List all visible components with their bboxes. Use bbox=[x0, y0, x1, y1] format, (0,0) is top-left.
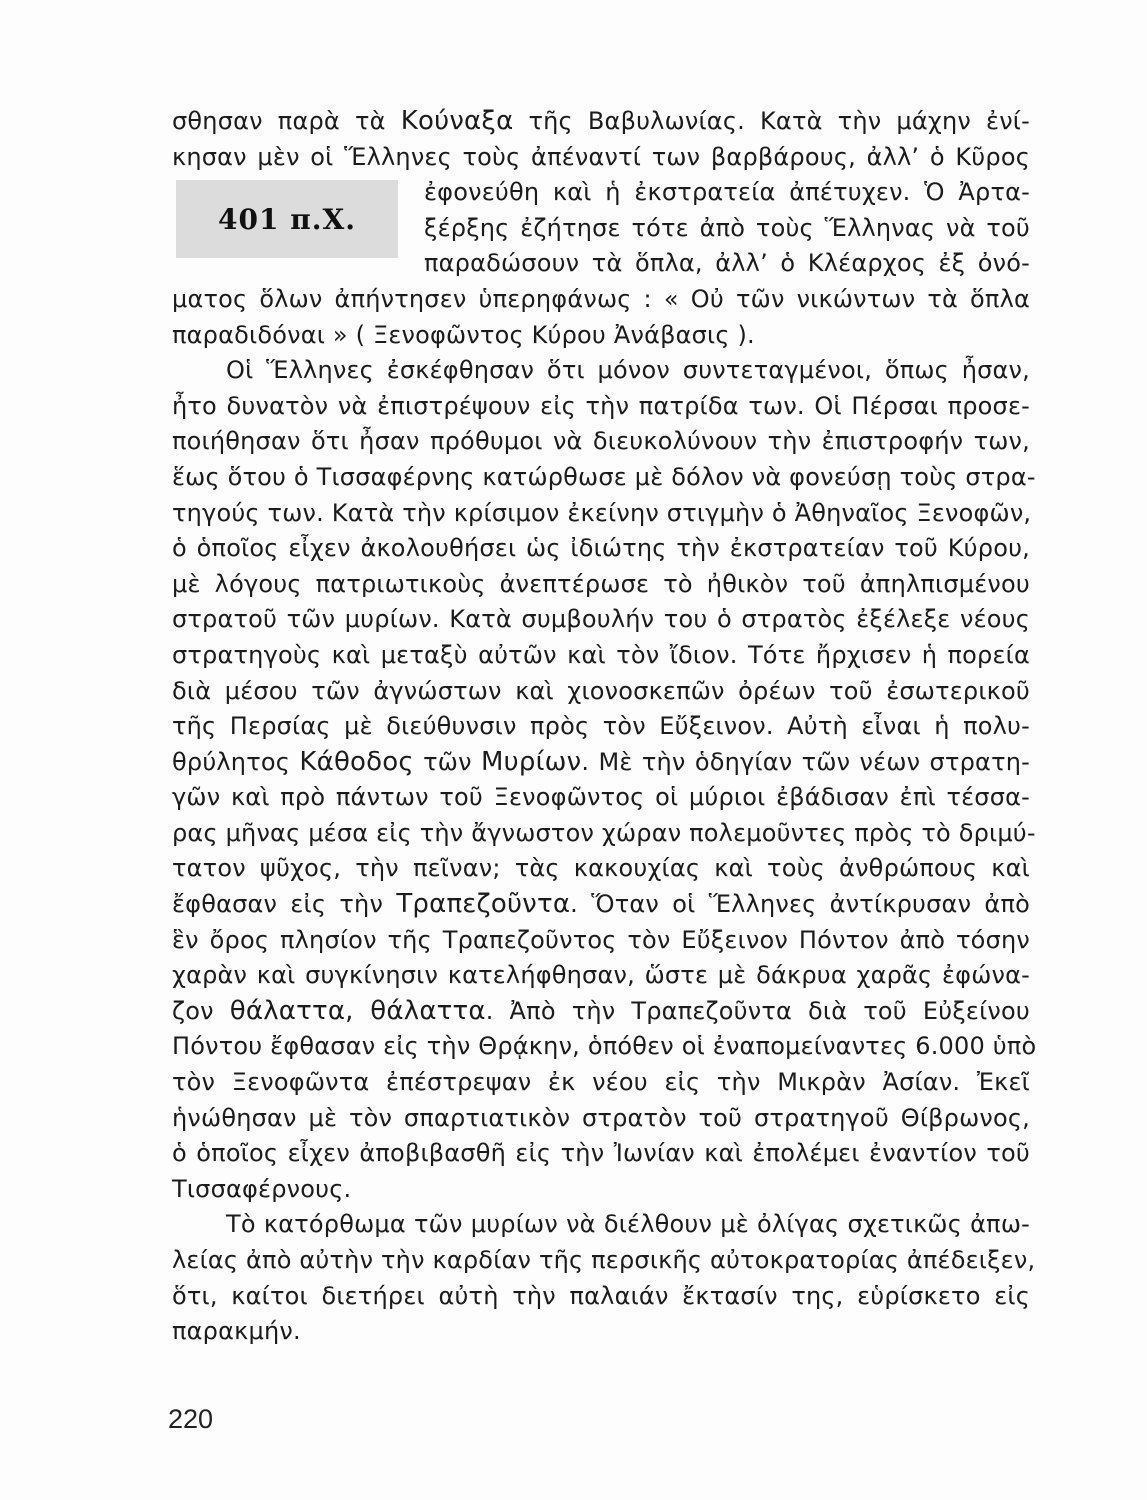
text-line: τῆς Περσίας μὲ διεύθυνσιν πρὸς τὸν Εὔξεινον. Αὐτὴ εἶναι ἡ πολυ- bbox=[172, 712, 1030, 741]
text-line: στρατηγοὺς καὶ μεταξὺ αὐτῶν καὶ τὸν ἴδιον. Τότε ἤρχισεν ἡ πορεία bbox=[172, 640, 1030, 669]
text-line: παραδώσουν τὰ ὅπλα, ἀλλ’ ὁ Κλέαρχος ἐξ ὀνό- bbox=[424, 249, 1030, 278]
text-line: τηγούς των. Κατὰ τὴν κρίσιμον ἐκείνην στιγμὴν ὁ Ἀθηναῖος Ξενοφῶν, bbox=[172, 498, 1032, 527]
text-line: ποιήθησαν ὅτι ἦσαν πρόθυμοι νὰ διευκολύνουν τὴν ἐπιστροφήν των, bbox=[172, 427, 1030, 456]
text-line: διὰ μέσου τῶν ἀγνώστων καὶ χιονοσκεπῶν ὀρέων τοῦ ἐσωτερικοῦ bbox=[172, 676, 1030, 705]
place-name-kounaxa: Κούναξα bbox=[400, 106, 514, 136]
text-line: Οἱ Ἕλληνες ἐσκέφθησαν ὅτι μόνον συντεταγμένοι, ὅπως ἦσαν, bbox=[226, 356, 1030, 385]
text-line: ἓν ὄρος πλησίον τῆς Τραπεζοῦντος τὸν Εὔξεινον Πόντον ἀπὸ τόσην bbox=[172, 925, 1030, 954]
text-line: λείας ἀπὸ αὐτὴν τὴν καρδίαν τῆς περσικῆς αὐτοκρατορίας ἀπέδειξεν, bbox=[172, 1246, 1036, 1274]
text-line: ματος ὅλων ἀπήντησεν ὑπερηφάνως : « Οὐ τῶν νικώντων τὰ ὅπλα bbox=[172, 284, 1030, 313]
text-line: Τὸ κατόρθωμα τῶν μυρίων νὰ διέλθουν μὲ ὀλίγας σχετικῶς ἀπω- bbox=[226, 1210, 1030, 1239]
text-line: ὅτι, καίτοι διετήρει αὐτὴ τὴν παλαιάν ἔκτασίν της, εὑρίσκετο εἰς bbox=[172, 1281, 1030, 1310]
margin-date-label: 401 π.Χ. bbox=[218, 202, 356, 236]
text-line: Τισσαφέρνους. bbox=[172, 1174, 352, 1203]
text-line: ρας μῆνας μέσα εἰς τὴν ἄγνωστον χώραν πολεμοῦντες πρὸς τὸ δριμύ- bbox=[172, 818, 1036, 847]
text-line: ξέρξης ἐζήτησε τότε ἀπὸ τοὺς Ἕλληνας νὰ τοῦ bbox=[424, 213, 1030, 242]
text-line: τατον ψῦχος, τὴν πεῖναν; τὰς κακουχίας καὶ τοὺς ἀνθρώπους καὶ bbox=[172, 854, 1030, 883]
text-line: κησαν μὲν οἱ Ἕλληνες τοὺς ἀπέναντί των βαρβάρους, ἀλλ’ ὁ Κῦρος bbox=[172, 142, 1030, 171]
text-line: ζον θάλαττα, θάλαττα. Ἀπὸ τὴν Τραπεζοῦντα διὰ τοῦ Εὐξείνου bbox=[172, 995, 1031, 1026]
text-line: ἦτο δυνατὸν νὰ ἐπιστρέψουν εἰς τὴν πατρίδα των. Οἱ Πέρσαι προσε- bbox=[172, 391, 1030, 420]
term-kathodos: Κάθοδος bbox=[299, 746, 414, 777]
text-line: παρακμήν. bbox=[172, 1317, 301, 1346]
text-line: χαρὰν καὶ συγκίνησιν κατελήφθησαν, ὥστε μὲ δάκρυα χαρᾶς ἐφώνα- bbox=[172, 961, 1030, 990]
term-thalatta: θάλαττα, θάλαττα bbox=[229, 995, 486, 1026]
page-number: 220 bbox=[168, 1404, 214, 1434]
text-line: γῶν καὶ πρὸ πάντων τοῦ Ξενοφῶντος οἱ μύριοι ἐβάδισαν ἐπὶ τέσσα- bbox=[172, 783, 1030, 812]
text-line: ὁ ὁποῖος εἶχεν ἀποβιβασθῆ εἰς τὴν Ἰωνίαν καὶ ἐπολέμει ἐναντίον τοῦ bbox=[172, 1139, 1030, 1168]
text-line: ἐφονεύθη καὶ ἡ ἐκστρατεία ἀπέτυχεν. Ὁ Ἀρτα- bbox=[424, 178, 1030, 207]
text-line: ὁ ὁποῖος εἶχεν ἀκολουθήσει ὡς ἰδιώτης τὴν ἐκστρατείαν τοῦ Κύρου, bbox=[172, 534, 1030, 563]
text-line: τὸν Ξενοφῶντα ἐπέστρεψαν ἐκ νέου εἰς τὴν Μικρὰν Ἀσίαν. Ἐκεῖ bbox=[172, 1068, 1030, 1097]
text-line: ἡνώθησαν μὲ τὸν σπαρτιατικὸν στρατὸν τοῦ στρατηγοῦ Θίβρωνος, bbox=[172, 1103, 1030, 1132]
body-text bbox=[172, 104, 1037, 1350]
text-line: ἕως ὅτου ὁ Τισσαφέρνης κατώρθωσε μὲ δόλον νὰ φονεύσῃ τοὺς στρα- bbox=[172, 462, 1036, 491]
text-line: ἔφθασαν εἰς τὴν Τραπεζοῦντα. Ὅταν οἱ Ἕλληνες ἀντίκρυσαν ἀπὸ bbox=[172, 889, 1030, 920]
text-line: Πόντου ἔφθασαν εἰς τὴν Θρᾴκην, ὁπόθεν οἱ ἐναπομείναντες 6.000 ὑπὸ bbox=[172, 1032, 1037, 1061]
text-line: παραδιδόναι » ( Ξενοφῶντος Κύρου Ἀνάβασις ). bbox=[172, 320, 755, 349]
text-line: θρύλητος Κάθοδος τῶν Μυρίων. Μὲ τὴν ὁδηγίαν τῶν νέων στρατη- bbox=[172, 746, 1030, 777]
text-line: σθησαν παρὰ τὰ Κούναξα τῆς Βαβυλωνίας. Κατὰ τὴν μάχην ἐνί- bbox=[172, 106, 1030, 136]
place-name-trapezounta: Τραπεζοῦντα bbox=[396, 889, 571, 920]
term-myrion: Μυρίων bbox=[481, 746, 582, 777]
text-line: στρατοῦ τῶν μυρίων. Κατὰ συμβουλήν του ὁ στρατὸς ἐξέλεξε νέους bbox=[172, 605, 1030, 634]
text-line: μὲ λόγους πατριωτικοὺς ἀνεπτέρωσε τὸ ἠθικὸν τοῦ ἀπηλπισμένου bbox=[172, 569, 1030, 598]
